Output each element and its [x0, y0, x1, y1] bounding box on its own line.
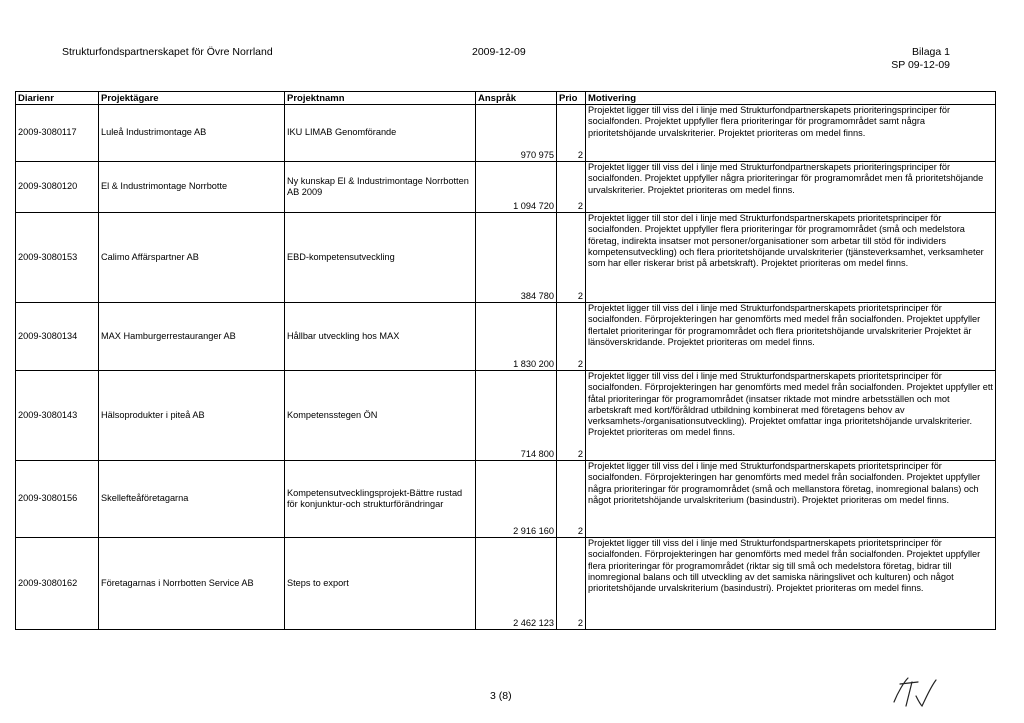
cell-diarienr: 2009-3080156 — [16, 461, 99, 538]
cell-project-name: Kompetensutvecklingsprojekt-Bättre rustad för konjunktur-och strukturförändringar — [285, 461, 476, 538]
column-header-diarienr: Diarienr — [16, 92, 99, 105]
cell-amount: 2 462 123 — [476, 538, 557, 630]
table-header-row — [16, 92, 996, 105]
cell-owner: MAX Hamburgerrestauranger AB — [99, 303, 285, 371]
cell-motivation: Projektet ligger till viss del i linje med Strukturfondspartnerskapets prioritetsprinciper för socialfonden. Förprojekteringen har genomförts med medel från socialfonden. Projektet uppfyller flertalet prioriteringar för programområdet och flera prioritetshöjande urvalskriterier Projektet är länsöverskridande. Projektet prioriteras om medel finns. — [586, 303, 996, 371]
column-header-project-name: Projektnamn — [285, 92, 476, 105]
cell-amount: 714 800 — [476, 371, 557, 461]
cell-diarienr: 2009-3080143 — [16, 371, 99, 461]
cell-owner: El & Industrimontage Norrbotte — [99, 162, 285, 213]
column-header-amount: Anspråk — [476, 92, 557, 105]
cell-prio: 2 — [557, 303, 586, 371]
cell-amount: 970 975 — [476, 105, 557, 162]
cell-motivation: Projektet ligger till viss del i linje med Strukturfondspartnerskapets prioritetsprinciper för socialfonden. Förprojekteringen har genomförts med medel från socialfonden. Projektet uppfyller ett fåtal prioriteringar för programområdet (insatser riktade mot mindre arbetsställen och mot arbetskraft med kort/föråldrad utbildning kombinerat med företagens behov av verksamhets-/organisationsutveckling). Projektet omfattar inga prioritetshöjande urvalskriterier. Projektet prioriteras om medel finns. — [586, 371, 996, 461]
cell-project-name: Hållbar utveckling hos MAX — [285, 303, 476, 371]
cell-motivation: Projektet ligger till viss del i linje med Strukturfondpartnerskapets prioriteringsprinciper för socialfonden. Projektet uppfyller flera prioriteringar för programområdet samt några prioritetshöjande urvalskriterier. Projektet prioriteras om medel finns. — [586, 105, 996, 162]
table-row — [16, 105, 996, 162]
appendix-number: Bilaga 1 — [912, 46, 950, 58]
cell-owner: Skellefteåföretagarna — [99, 461, 285, 538]
cell-diarienr: 2009-3080134 — [16, 303, 99, 371]
table-row — [16, 461, 996, 538]
cell-prio: 2 — [557, 371, 586, 461]
document-date: 2009-12-09 — [472, 46, 526, 58]
cell-motivation: Projektet ligger till viss del i linje med Strukturfondpartnerskapets prioriteringsprinciper för socialfonden. Projektet uppfyller några prioriteringar för programområdet men få prioritetshöjande urvalskriterier. Projektet prioriteras om medel finns. — [586, 162, 996, 213]
cell-amount: 1 094 720 — [476, 162, 557, 213]
column-header-motivation: Motivering — [586, 92, 996, 105]
table-row — [16, 213, 996, 303]
cell-prio: 2 — [557, 162, 586, 213]
table-row — [16, 538, 996, 630]
cell-project-name: Steps to export — [285, 538, 476, 630]
cell-motivation: Projektet ligger till stor del i linje med Strukturfondspartnerskapets prioritetsprinciper för socialfonden. Projektet uppfyller flera prioriteringar för programområdet (små och medelstora företag, indirekta insatser mot personer/organisationer som arbetar till stöd för individers kompetensutveckling) och flera prioritetshöjande urvalskriterier (tjänsteverksamhet, verksamheter som har eller riskerar brist på arbetskraft). Projektet prioriteras om medel finns. — [586, 213, 996, 303]
cell-diarienr: 2009-3080120 — [16, 162, 99, 213]
cell-project-name: Ny kunskap El & Industrimontage Norrbotten AB 2009 — [285, 162, 476, 213]
column-header-prio: Prio — [557, 92, 586, 105]
table-row — [16, 162, 996, 213]
cell-project-name: IKU LIMAB Genomförande — [285, 105, 476, 162]
cell-prio: 2 — [557, 461, 586, 538]
cell-prio: 2 — [557, 538, 586, 630]
cell-motivation: Projektet ligger till viss del i linje med Strukturfondspartnerskapets prioritetsprinciper för socialfonden. Förprojekteringen har genomförts med medel från socialfonden. Projektet uppfyller flera prioriteringar för programområdet (riktar sig till små och medelstora företag, bidrar till inomregional balans och till utveckling av det samiska näringslivet och kulturen) och något prioritetshöjande urvalskriterium (basindustri). Projektet prioriteras om medel finns. — [586, 538, 996, 630]
cell-owner: Hälsoprodukter i piteå AB — [99, 371, 285, 461]
cell-project-name: Kompetensstegen ÖN — [285, 371, 476, 461]
cell-diarienr: 2009-3080153 — [16, 213, 99, 303]
cell-project-name: EBD-kompetensutveckling — [285, 213, 476, 303]
cell-owner: Företagarnas i Norrbotten Service AB — [99, 538, 285, 630]
cell-diarienr: 2009-3080117 — [16, 105, 99, 162]
meeting-reference: SP 09-12-09 — [891, 59, 950, 72]
cell-motivation: Projektet ligger till viss del i linje med Strukturfondspartnerskapets prioritetsprinciper för socialfonden. Förprojekteringen har genomförts med medel från socialfonden. Projektet uppfyller några prioriteringar för programområdet (små och mellanstora företag, inomregional balans) och något prioritetshöjande urvalskriterium (basindustri). Projektet prioriteras om medel finns. — [586, 461, 996, 538]
cell-prio: 2 — [557, 105, 586, 162]
document-header-title: Strukturfondspartnerskapet för Övre Norrland — [62, 46, 273, 58]
table-row — [16, 371, 996, 461]
column-header-owner: Projektägare — [99, 92, 285, 105]
cell-owner: Luleå Industrimontage AB — [99, 105, 285, 162]
cell-amount: 2 916 160 — [476, 461, 557, 538]
cell-owner: Calimo Affärspartner AB — [99, 213, 285, 303]
page-number: 3 (8) — [490, 690, 512, 702]
handwritten-initials — [888, 674, 968, 710]
cell-amount: 384 780 — [476, 213, 557, 303]
appendix-label — [891, 46, 950, 72]
cell-diarienr: 2009-3080162 — [16, 538, 99, 630]
cell-prio: 2 — [557, 213, 586, 303]
table-row — [16, 303, 996, 371]
cell-amount: 1 830 200 — [476, 303, 557, 371]
project-table — [15, 91, 996, 630]
